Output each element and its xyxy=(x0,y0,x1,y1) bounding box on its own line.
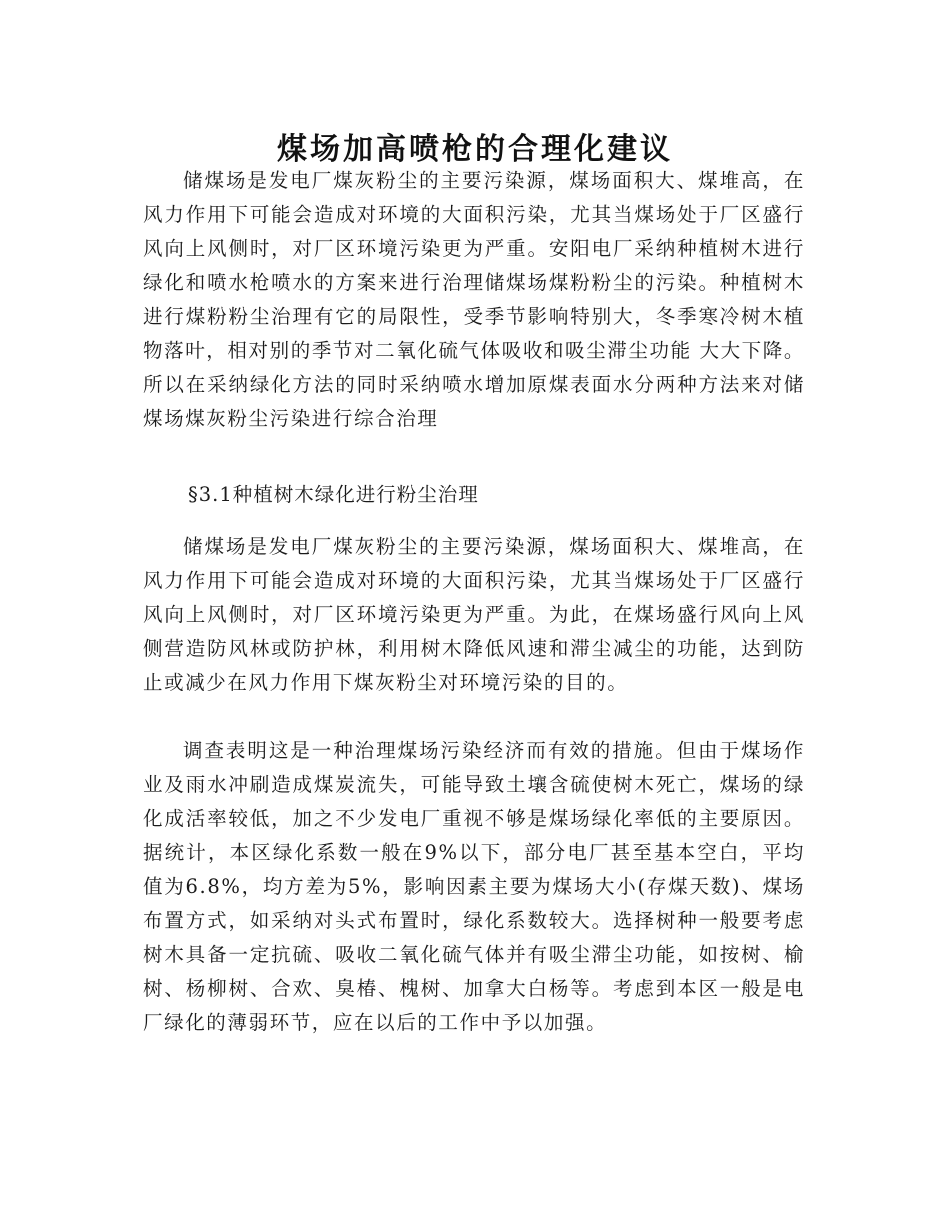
section-heading: §3.1种植树木绿化进行粉尘治理 xyxy=(188,483,479,506)
intro-paragraph: 储煤场是发电厂煤灰粉尘的主要污染源，煤场面积大、煤堆高，在风力作用下可能会造成对环境的大面积污染，尤其当煤场处于厂区盛行风向上风侧时，对厂区环境污染更为严重。安阳电厂采纳种植树木进行绿化和喷水枪喷水的方案来进行治理储煤场煤粉粉尘的污染。种植树木进行煤粉粉尘治理有它的局限性，受季节影响特别大，冬季寒冷树木植物落叶，相对别的季节对二氧化硫气体吸收和吸尘滞尘功能 大大下降。所以在采纳绿化方法的同时采纳喷水增加原煤表面水分两种方法来对储煤场煤灰粉尘污染进行综合治理 xyxy=(143,169,805,430)
section-paragraph-2: 调查表明这是一种治理煤场污染经济而有效的措施。但由于煤场作业及雨水冲刷造成煤炭流失，可能导致土壤含硫使树木死亡，煤场的绿化成活率较低，加之不少发电厂重视不够是煤场绿化率低的主要原因。据统计，本区绿化系数一般在9%以下，部分电厂甚至基本空白，平均值为6.8%，均方差为5%，影响因素主要为煤场大小(存煤天数)、煤场布置方式，如采纳对头式布置时，绿化系数较大。选择树种一般要考虑树木具备一定抗硫、吸收二氧化硫气体并有吸尘滞尘功能，如按树、榆树、杨柳树、合欢、臭椿、槐树、加拿大白杨等。考虑到本区一般是电厂绿化的薄弱环节，应在以后的工作中予以加强。 xyxy=(143,739,805,1034)
page-title: 煤场加高喷枪的合理化建议 xyxy=(277,132,673,168)
section-paragraph-1: 储煤场是发电厂煤灰粉尘的主要污染源，煤场面积大、煤堆高，在风力作用下可能会造成对环境的大面积污染，尤其当煤场处于厂区盛行风向上风侧时，对厂区环境污染更为严重。为此，在煤场盛行风向上风侧营造防风林或防护林，利用树木降低风速和滞尘减尘的功能，达到防止或减少在风力作用下煤灰粉尘对环境污染的目的。 xyxy=(143,535,805,694)
